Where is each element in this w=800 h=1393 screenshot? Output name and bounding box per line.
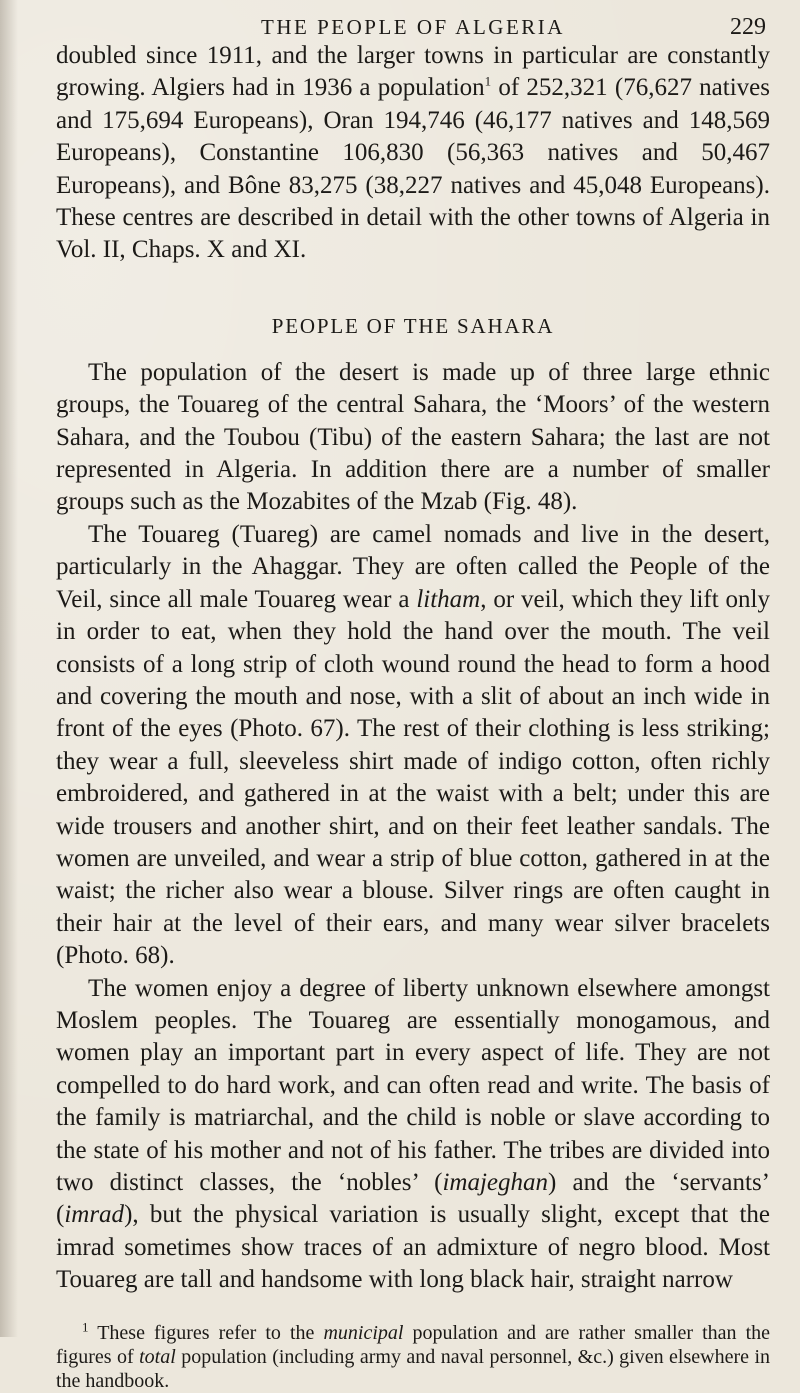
italic-term: imajeghan (442, 1169, 549, 1196)
paragraph-touareg-dress (56, 519, 770, 973)
italic-term: total (139, 1345, 176, 1368)
body-text (56, 40, 770, 1393)
italic-term: imrad (64, 1201, 125, 1229)
page-spine-shadow (0, 0, 18, 1337)
section-heading: PEOPLE OF THE SAHARA (271, 313, 555, 338)
footnote-text: These figures refer to the (88, 1321, 324, 1344)
paragraph-text: of 252,321 (76,627 natives and 175,694 Europeans), Oran 194,746 (46,177 natives and 148,569 Europeans), Constantine 106,830 (56,363 natives and 50,467 Europeans), and Bône 83,275 (38,227 natives and 45,048 Europeans). These centres are described in detail with the other towns of Algeria in Vol. II, Chaps. X and XI. (56, 74, 770, 264)
running-title: THE PEOPLE OF ALGERIA (261, 15, 565, 39)
paragraph-text: ) and the ‘servants’ ( (56, 1169, 770, 1229)
footnote-reference: 1 (484, 74, 492, 90)
paragraph-text: The women enjoy a degree of liberty unknown elsewhere amongst Moslem peoples. The Touareg are essentially monogamous, and women play an important part in every aspect of life. They are not compelled to do hard work, and can often read and write. The basis of the family is matriarchal, and the child is noble or slave according to the state of his mother and not of his father. The tribes are divided into two distinct classes, the ‘nobles’ ( (56, 974, 770, 1196)
paragraph-desert-population: The population of the desert is made up of three large ethnic groups, the Touareg of the central Sahara, the ‘Moors’ of the western Sahara, and the Toubou (Tibu) of the eastern Sahara; the last are not represented in Algeria. In addition there are a number of smaller groups such as the Mozabites of the Mzab (Fig. 48). (56, 358, 770, 516)
running-head (56, 10, 770, 44)
footnote-text: population (including army and naval personnel, &c.) given elsewhere in the handbook. (56, 1345, 771, 1392)
paragraph-text: ), but the physical variation is usually slight, except that the imrad sometimes show traces of an admixture of negro blood. Most Touareg are tall and handsome with long black hair, straight narrow (56, 1201, 770, 1294)
footnote-marker: 1 (82, 1318, 89, 1334)
footnote-text: population and are rather smaller than the figures of (56, 1321, 771, 1368)
italic-term: municipal (323, 1321, 404, 1344)
footnote (56, 1318, 771, 1393)
paragraph-touareg-society (56, 973, 770, 1297)
paragraph-text: The Touareg (Tuareg) are camel nomads and live in the desert, particularly in the Ahaggar. They are often called the People of the Veil, since all male Touareg wear a (56, 520, 770, 613)
paragraph-text: doubled since 1911, and the larger towns in particular are constantly growing. Algiers had in 1936 a population (56, 42, 770, 102)
page-number: 229 (730, 14, 766, 40)
italic-term: litham (416, 585, 481, 613)
paragraph-text: , or veil, which they lift only in order to eat, when they hold the hand over the mouth. The veil consists of a long strip of cloth wound round the head to form a hood and covering the mouth and nose, with a slit of about an inch wide in front of the eyes (Photo. 67). The rest of their clothing is less striking; they wear a full, sleeveless shirt made of indigo cotton, often richly embroidered, and gathered in at the waist with a belt; under this are wide trousers and another shirt, and on their feet leather sandals. The women are unveiled, and wear a strip of blue cotton, gathered in at the waist; the richer also wear a blouse. Silver rings are often caught in their hair at the level of their ears, and many wear silver bracelets (Photo. 68). (56, 585, 770, 970)
paragraph-town-populations (56, 40, 770, 267)
